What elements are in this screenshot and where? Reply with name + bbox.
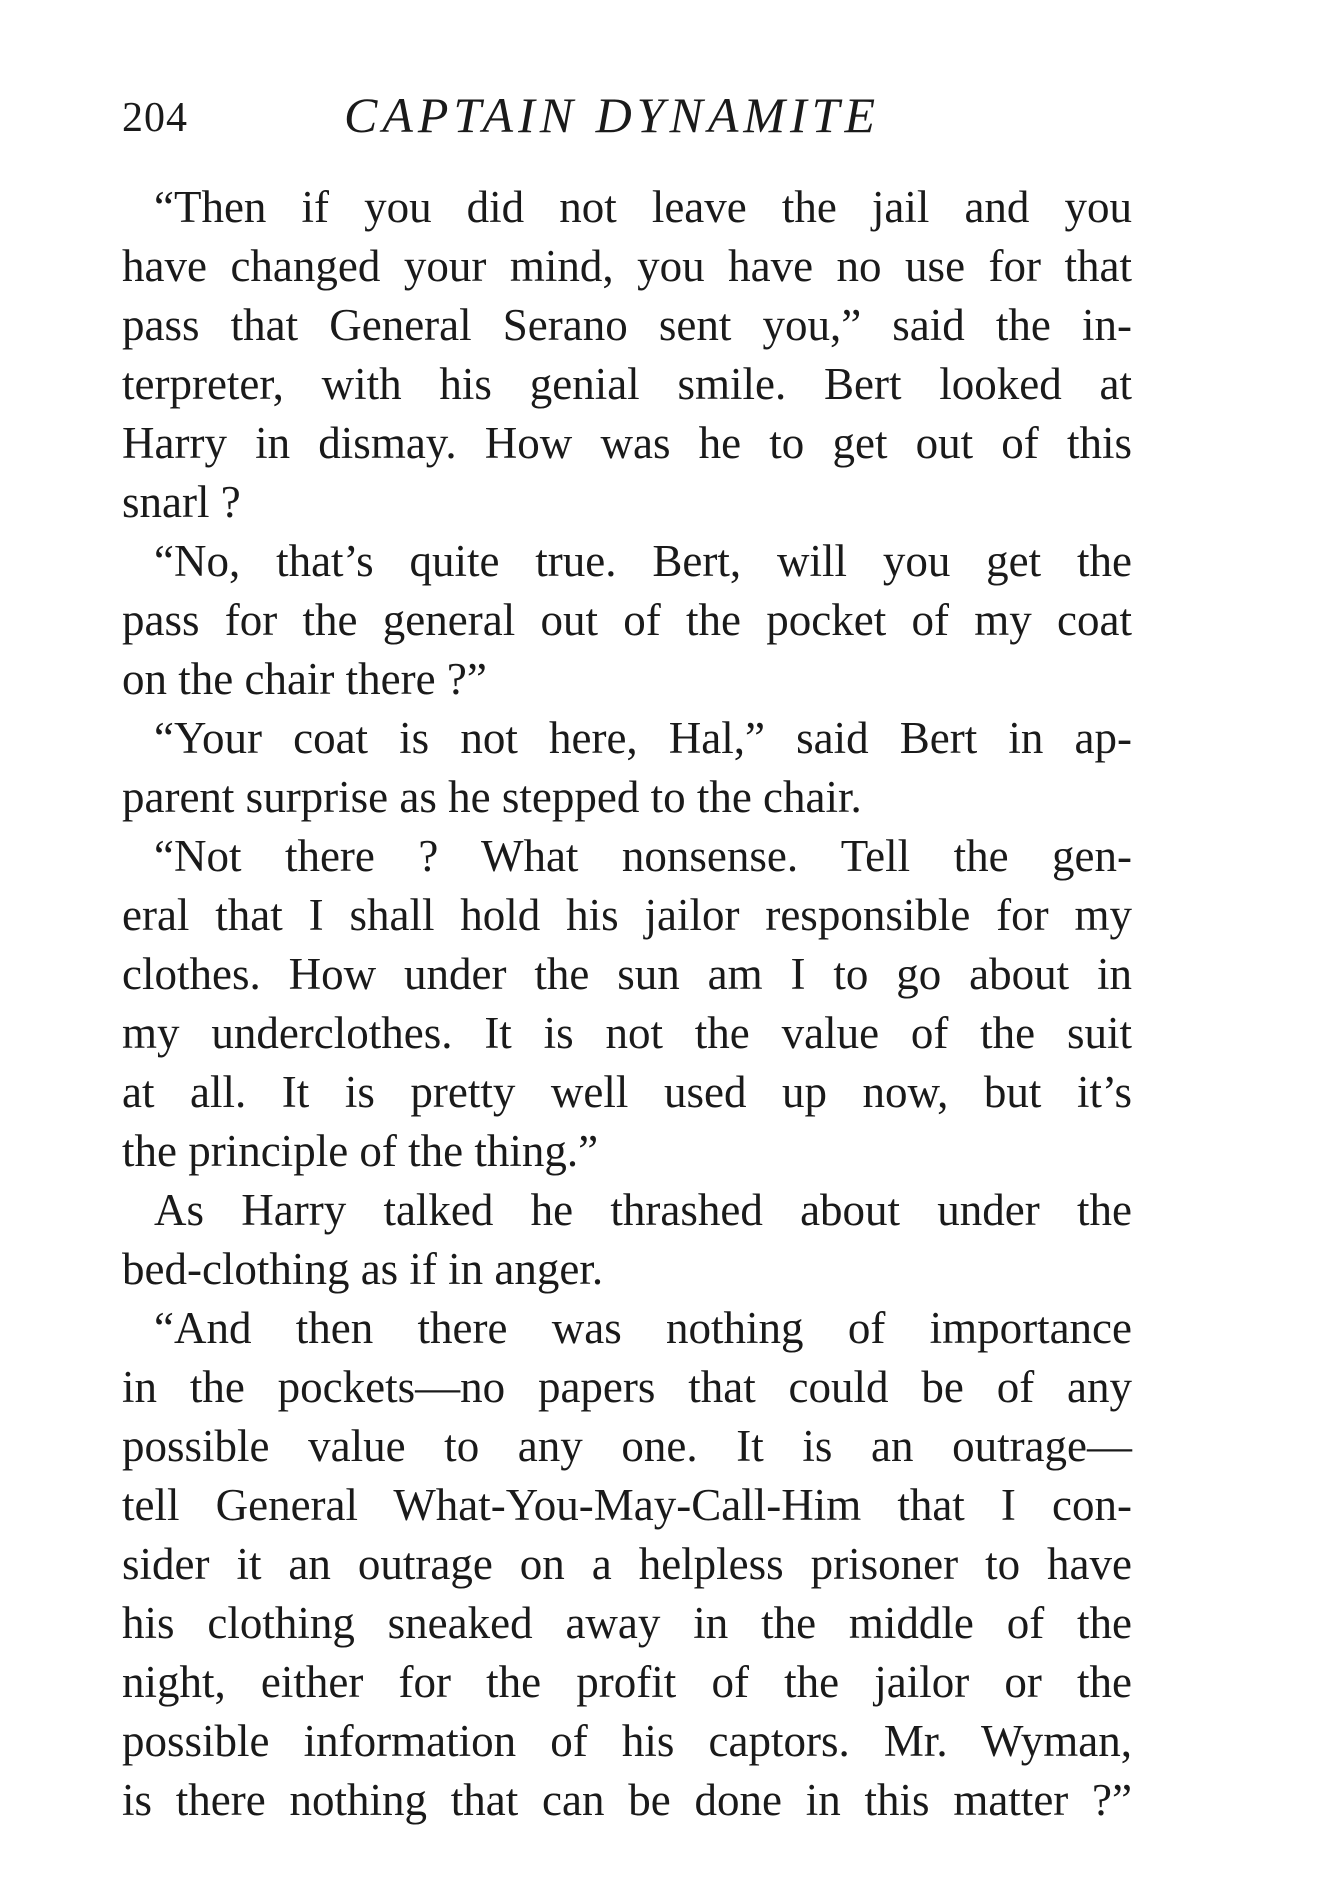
text-line: snarl ? <box>122 477 241 527</box>
book-title: CAPTAIN DYNAMITE <box>344 87 881 143</box>
text-line: night, either for the profit of the jailor or the <box>122 1657 1132 1707</box>
text-line: Harry in dismay. How was he to get out of this <box>122 418 1132 468</box>
text-line: my underclothes. It is not the value of the suit <box>122 1008 1132 1058</box>
text-line: the principle of the thing.” <box>122 1126 599 1176</box>
running-head <box>122 86 1132 146</box>
text-line: tell General What-You-May-Call-Him that I con- <box>122 1480 1132 1530</box>
text-line: have changed your mind, you have no use for that <box>122 241 1132 291</box>
text-line: As Harry talked he thrashed about under the <box>154 1185 1132 1235</box>
text-line: “Your coat is not here, Hal,” said Bert in ap- <box>154 713 1132 763</box>
text-line: “No, that’s quite true. Bert, will you get the <box>154 536 1132 586</box>
text-line: in the pockets—no papers that could be of any <box>122 1362 1132 1412</box>
text-line: “Not there ? What nonsense. Tell the gen- <box>154 831 1132 881</box>
text-line: possible value to any one. It is an outrage— <box>122 1421 1132 1471</box>
body-text <box>122 178 1132 1830</box>
text-line: bed-clothing as if in anger. <box>122 1244 604 1294</box>
text-line: pass that General Serano sent you,” said the in- <box>122 300 1132 350</box>
text-line: “Then if you did not leave the jail and you <box>154 182 1132 232</box>
text-line: pass for the general out of the pocket of my coat <box>122 595 1132 645</box>
text-line: possible information of his captors. Mr. Wyman, <box>122 1716 1132 1766</box>
text-line: “And then there was nothing of importance <box>154 1303 1132 1353</box>
text-line: eral that I shall hold his jailor responsible for my <box>122 890 1132 940</box>
text-line: his clothing sneaked away in the middle of the <box>122 1598 1132 1648</box>
text-line: sider it an outrage on a helpless prisoner to have <box>122 1539 1132 1589</box>
text-line: on the chair there ?” <box>122 654 487 704</box>
text-line: parent surprise as he stepped to the chair. <box>122 772 862 822</box>
text-line: at all. It is pretty well used up now, but it’s <box>122 1067 1132 1117</box>
text-line: clothes. How under the sun am I to go about in <box>122 949 1132 999</box>
text-line: is there nothing that can be done in this matter ?” <box>122 1775 1132 1825</box>
page-number: 204 <box>122 95 188 141</box>
text-line: terpreter, with his genial smile. Bert looked at <box>122 359 1132 409</box>
